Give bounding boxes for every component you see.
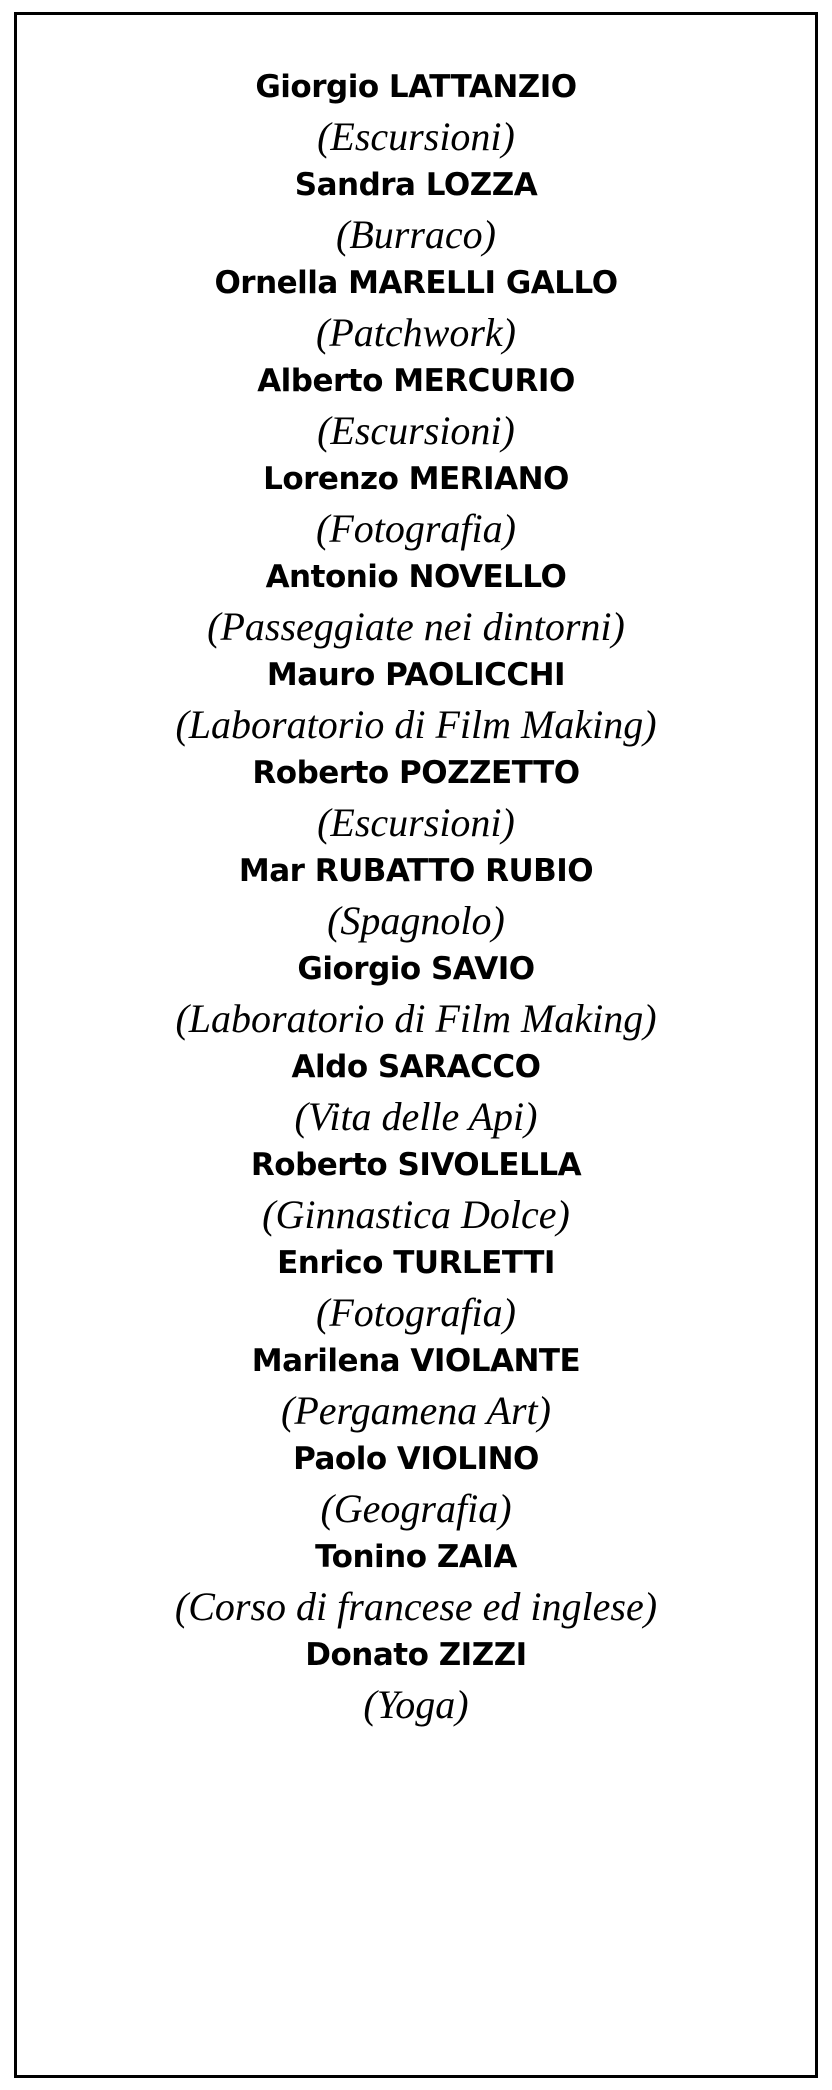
list-item bbox=[17, 847, 815, 945]
activity-label: (Burraco) bbox=[336, 212, 496, 257]
activity-label: (Escursioni) bbox=[317, 800, 515, 845]
list-item bbox=[17, 1435, 815, 1533]
activity-label: (Escursioni) bbox=[317, 114, 515, 159]
teacher-name: Mauro PAOLICCHI bbox=[266, 657, 566, 693]
teacher-name: Donato ZIZZI bbox=[305, 1637, 527, 1673]
teacher-name: Lorenzo MERIANO bbox=[263, 461, 569, 497]
activity-label: (Fotografia) bbox=[316, 506, 516, 551]
teacher-name: Alberto MERCURIO bbox=[257, 363, 575, 399]
activity-label: (Escursioni) bbox=[317, 408, 515, 453]
teacher-name: Giorgio SAVIO bbox=[297, 951, 535, 987]
activity-label: (Laboratorio di Film Making) bbox=[175, 702, 657, 747]
teacher-name: Ornella MARELLI GALLO bbox=[214, 265, 618, 301]
list-item bbox=[17, 945, 815, 1043]
list-item bbox=[17, 749, 815, 847]
teacher-name: Roberto SIVOLELLA bbox=[250, 1147, 582, 1183]
list-item bbox=[17, 161, 815, 259]
activity-label: (Patchwork) bbox=[316, 310, 516, 355]
list-item bbox=[17, 357, 815, 455]
activity-label: (Passeggiate nei dintorni) bbox=[207, 604, 625, 649]
teacher-name: Giorgio LATTANZIO bbox=[255, 69, 577, 105]
list-item bbox=[17, 259, 815, 357]
activity-label: (Yoga) bbox=[363, 1682, 469, 1727]
list-item bbox=[17, 63, 815, 161]
list-item bbox=[17, 455, 815, 553]
activity-label: (Fotografia) bbox=[316, 1290, 516, 1335]
teacher-name: Sandra LOZZA bbox=[294, 167, 538, 203]
activity-label: (Corso di francese ed inglese) bbox=[174, 1584, 658, 1629]
activity-label: (Spagnolo) bbox=[327, 898, 505, 943]
list-item bbox=[17, 651, 815, 749]
activity-label: (Geografia) bbox=[320, 1486, 512, 1531]
document-frame bbox=[14, 12, 818, 2078]
teacher-name: Mar RUBATTO RUBIO bbox=[238, 853, 594, 889]
list-item bbox=[17, 1337, 815, 1435]
list-item bbox=[17, 553, 815, 651]
list-item bbox=[17, 1043, 815, 1141]
teacher-name: Paolo VIOLINO bbox=[293, 1441, 539, 1477]
teacher-list bbox=[17, 63, 815, 1729]
list-item bbox=[17, 1631, 815, 1729]
teacher-name: Enrico TURLETTI bbox=[277, 1245, 555, 1281]
activity-label: (Pergamena Art) bbox=[281, 1388, 551, 1433]
teacher-name: Tonino ZAIA bbox=[315, 1539, 517, 1575]
list-item bbox=[17, 1141, 815, 1239]
teacher-name: Antonio NOVELLO bbox=[265, 559, 567, 595]
teacher-name: Aldo SARACCO bbox=[291, 1049, 541, 1085]
teacher-name: Roberto POZZETTO bbox=[252, 755, 580, 791]
list-item bbox=[17, 1533, 815, 1631]
teacher-name: Marilena VIOLANTE bbox=[251, 1343, 581, 1379]
activity-label: (Vita delle Api) bbox=[294, 1094, 538, 1139]
activity-label: (Ginnastica Dolce) bbox=[262, 1192, 570, 1237]
activity-label: (Laboratorio di Film Making) bbox=[175, 996, 657, 1041]
list-item bbox=[17, 1239, 815, 1337]
